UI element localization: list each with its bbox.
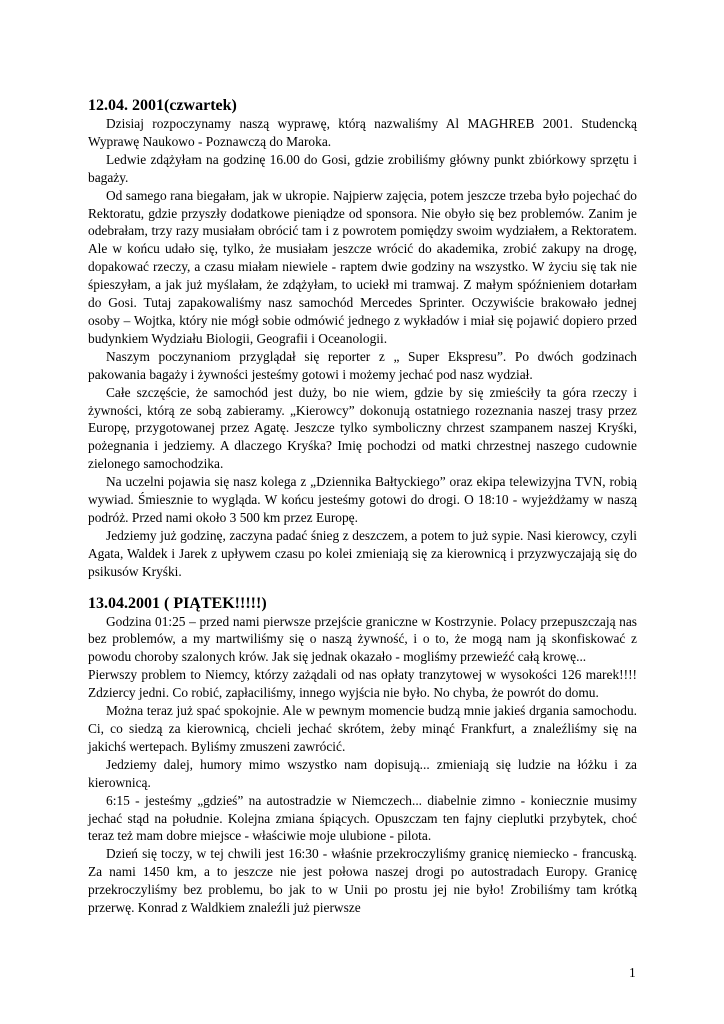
paragraph: Godzina 01:25 – przed nami pierwsze przejście graniczne w Kostrzynie. Polacy przepuszczają nas bez problemów, a my martwiliśmy się o naszą żywność, i o to, że mogą nam ją skonfiskować z powodu choroby szalonych krów. Jak się jednak okazało - mogliśmy przewieźć całą krowę... — [88, 613, 637, 665]
paragraph: Naszym poczynaniom przyglądał się reporter z „ Super Ekspresu”. Po dwóch godzinach pakowania bagaży i żywności jesteśmy gotowi i możemy jechać pod nasz wydział. — [88, 348, 637, 382]
section-heading-friday: 13.04.2001 ( PIĄTEK!!!!!) — [88, 594, 267, 612]
paragraph: Na uczelni pojawia się nasz kolega z „Dziennika Bałtyckiego” oraz ekipa telewizyjna TVN, robią wywiad. Śmiesznie to wygląda. W końcu jesteśmy gotowi do drogi. O 18:10 - wyjeżdżamy w naszą podróż. Przed nami około 3 500 km przez Europę. — [88, 474, 637, 525]
paragraph: Ledwie zdążyłam na godzinę 16.00 do Gosi, gdzie zrobiliśmy główny punkt zbiórkowy sprzętu i bagaży. — [88, 151, 637, 185]
paragraph: Od samego rana biegałam, jak w ukropie. Najpierw zajęcia, potem jeszcze trzeba było pojechać do Rektoratu, gdzie przyszły dodatkowe pieniądze od sponsora. Nie obyło się bez problemów. Zanim je odebrałam, trzy razy musiałam obrócić tam i z powrotem pomiędzy swoim wydziałem, a Rektoratem. Ale w końcu udało się, tylko, że musiałam jeszcze wrócić do akademika, zrobić zakupy na drogę, dopakować rzeczy, a czasu miałam niewiele - raptem dwie godziny na wszystko. W życiu się tak nie śpieszyłam, a jak już myślałam, że zdążyłam, to uciekł mi tramwaj. Z małym spóźnieniem dotarłam do Gosi. Tutaj zapakowaliśmy nasz samochód Mercedes Sprinter. Oczywiście brakowało jednej osoby – Wojtka, który nie mógł sobie odmówić jednego z wykładów i miał się pojawić dopiero przed budynkiem Wydziału Biologii, Geografii i Oceanologii. — [88, 187, 637, 346]
paragraph: Dzisiaj rozpoczynamy naszą wyprawę, którą nazwaliśmy Al MAGHREB 2001. Studencką Wyprawę Naukowo - Poznawczą do Maroka. — [88, 116, 637, 149]
paragraph: Całe szczęście, że samochód jest duży, bo nie wiem, gdzie by się zmieściły ta góra rzeczy i żywności, którą ze sobą zabieramy. „Kierowcy” dokonują ostatniego rozeznania naszej trasy przez Europę, przygotowanej przez Agatę. Jeszcze tylko symboliczny chrzest szampanem naszej Kryśki, pożegnania i jedziemy. A dlaczego Kryśka? Imię pochodzi od matki chrzestnej naszego cudownie zielonego samochodzika. — [88, 384, 637, 472]
paragraph: Dzień się toczy, w tej chwili jest 16:30 - właśnie przekroczyliśmy granicę niemiecko - francuską. Za nami 1450 km, a to jeszcze nie jest połowa naszej drogi po autostradach Europy. Granicę przekroczyliśmy bez problemu, bo jak to w Unii po prostu jej nie było! Zrobiliśmy tam krótką przerwę. Konrad z Waldkiem znaleźli już pierwsze — [88, 846, 637, 916]
document-page — [88, 97, 637, 917]
section-heading-thursday: 12.04. 2001(czwartek) — [88, 97, 237, 114]
paragraph: Jedziemy dalej, humory mimo wszystko nam dopisują... zmieniają się ludzie na łóżku i za kierownicą. — [88, 756, 637, 790]
paragraph: Jedziemy już godzinę, zaczyna padać śnieg z deszczem, a potem to już sypie. Nasi kierowcy, czyli Agata, Waldek i Jarek z upływem czasu po kolei zmieniają się za kierownicą i przyzwyczajają się do psikusów Kryśki. — [88, 527, 637, 579]
paragraph: Można teraz już spać spokojnie. Ale w pewnym momencie budzą mnie jakieś drgania samochodu. Ci, co siedzą za kierownicą, chcieli jechać skrótem, żeby minąć Frankfurt, a znaleźliśmy się na jakichś wertepach. Byliśmy zmuszeni zawrócić. — [88, 703, 637, 754]
paragraph: 6:15 - jesteśmy „gdzieś” na autostradzie w Niemczech... diabelnie zimno - koniecznie musimy jechać stąd na południe. Kolejna zmiana śpiących. Opuszczam ten fajny cieplutki przybytek, choć teraz też mam dobre miejsce - właściwie moje ulubione - pilota. — [88, 792, 637, 844]
paragraph: Pierwszy problem to Niemcy, którzy zażądali od nas opłaty tranzytowej w wysokości 126 marek!!!! Zdziercy jedni. Co robić, zapłaciliśmy, innego wyjścia nie było. No chyba, że powrót do domu. — [88, 667, 637, 701]
page-number: 1 — [629, 965, 636, 980]
